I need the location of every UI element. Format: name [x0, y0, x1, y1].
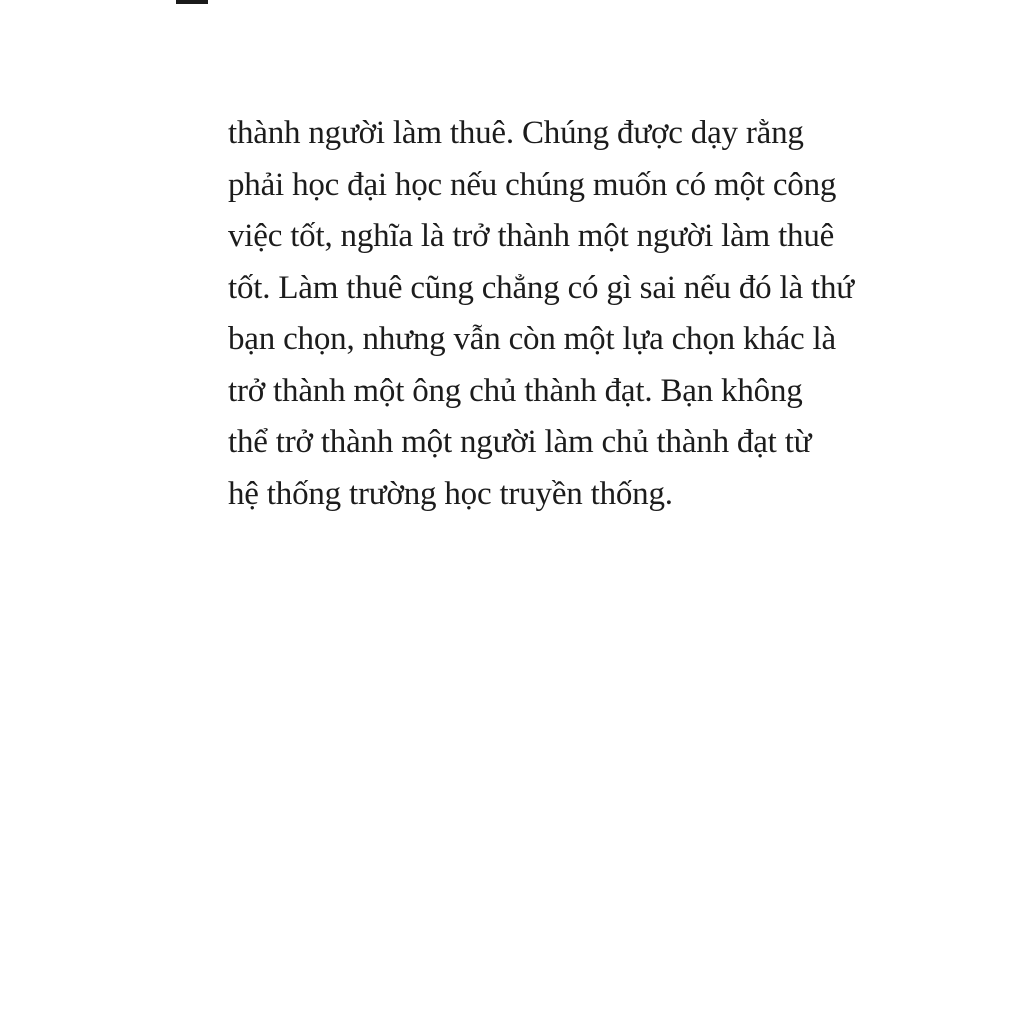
page-edge-mark — [176, 0, 208, 4]
paragraph-line: tốt. Làm thuê cũng chẳng có gì sai nếu đó là thứ — [228, 269, 854, 306]
paragraph-line: hệ thống trường học truyền thống. — [228, 475, 673, 512]
paragraph-line: bạn chọn, nhưng vẫn còn một lựa chọn khác là — [228, 321, 836, 357]
paragraph-line: thành người làm thuê. Chúng được dạy rằng — [228, 115, 804, 151]
body-paragraph — [228, 108, 854, 520]
paragraph-line: việc tốt, nghĩa là trở thành một người làm thuê — [228, 218, 835, 254]
paragraph-line: thể trở thành một người làm chủ thành đạt từ — [228, 424, 812, 460]
paragraph-line: phải học đại học nếu chúng muốn có một công — [228, 166, 837, 203]
paragraph-line: trở thành một ông chủ thành đạt. Bạn không — [228, 372, 803, 409]
